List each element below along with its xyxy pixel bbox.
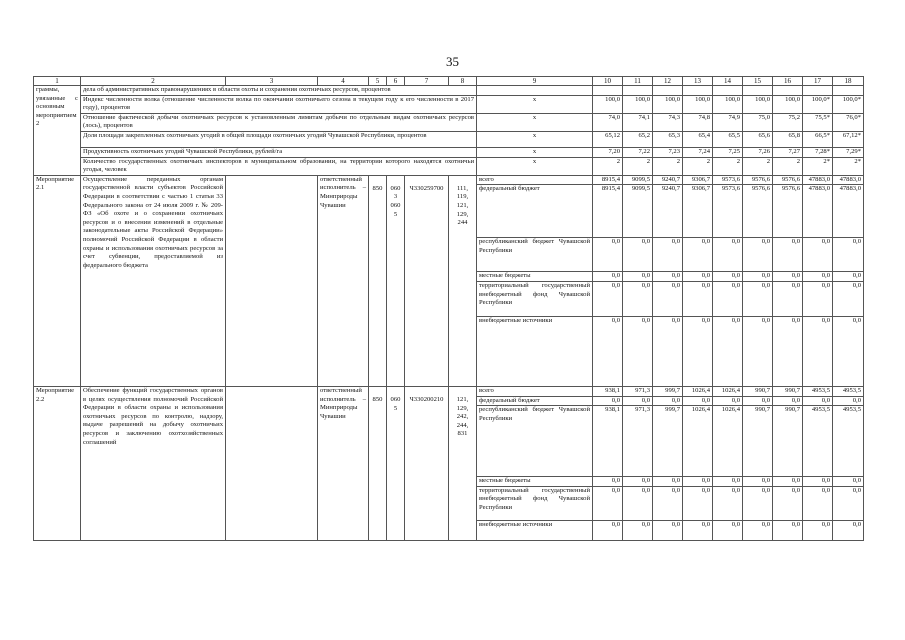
funding-value: 47883,0 — [803, 175, 833, 185]
indicator-value: 100,0* — [833, 95, 864, 113]
column-number: 15 — [743, 77, 773, 86]
indicator-value: 67,12* — [833, 131, 864, 147]
funding-value: 0,0 — [833, 477, 864, 487]
funding-value: 0,0 — [833, 316, 864, 386]
indicator-text: Количество государственных охотничьих инспекторов в муниципальном образовании, на территории которого находятся охотничьи угодья, человек — [81, 157, 477, 175]
indicator-value: 7,23 — [653, 147, 683, 157]
program-table — [33, 76, 864, 541]
indicator-unit: х — [477, 131, 593, 147]
indicator-value: 100,0 — [683, 95, 713, 113]
indicator-value — [683, 86, 713, 96]
funding-value: 0,0 — [713, 520, 743, 540]
funding-source: федеральный бюджет — [477, 185, 593, 238]
indicator-value: 76,0* — [833, 113, 864, 131]
indicator-value: 75,5* — [803, 113, 833, 131]
code-grbs: 850 — [369, 185, 387, 387]
indicator-value: 7,20 — [593, 147, 623, 157]
empty-cell — [226, 386, 318, 540]
indicator-value: 7,24 — [683, 147, 713, 157]
indicator-value — [803, 86, 833, 96]
funding-value: 0,0 — [743, 316, 773, 386]
indicator-value: 100,0 — [593, 95, 623, 113]
column-number: 8 — [449, 77, 477, 86]
indicator-value: 2 — [593, 157, 623, 175]
funding-value: 0,0 — [833, 272, 864, 282]
funding-value: 8915,4 — [593, 175, 623, 185]
code-empty — [449, 175, 477, 185]
indicator-value — [833, 86, 864, 96]
funding-value: 0,0 — [653, 316, 683, 386]
indicator-value: 65,12 — [593, 131, 623, 147]
indicator-value: 65,8 — [773, 131, 803, 147]
table-body — [34, 77, 864, 541]
indicator-value: 65,4 — [683, 131, 713, 147]
funding-value: 0,0 — [833, 486, 864, 520]
funding-source: территориальный государственный внебюджетный фонд Чувашской Республики — [477, 281, 593, 316]
funding-value: 0,0 — [743, 238, 773, 272]
funding-value: 0,0 — [653, 396, 683, 406]
funding-value: 0,0 — [713, 281, 743, 316]
measure-description: Обеспечение функций государственных органов в целях осуществления полномочий Российской Федерации в области охраны и использования охотничьих ресурсов по контролю, надзору, выдаче разрешений на добычу охотничьих ресурсов и заключению охотхозяйственных соглашений — [81, 386, 226, 540]
funding-value: 0,0 — [683, 272, 713, 282]
funding-value: 0,0 — [803, 477, 833, 487]
indicator-value: 7,29* — [833, 147, 864, 157]
funding-value: 990,7 — [743, 406, 773, 477]
funding-value: 4953,5 — [803, 406, 833, 477]
indicator-value: 2 — [683, 157, 713, 175]
funding-value: 0,0 — [623, 486, 653, 520]
funding-source: внебюджетные источники — [477, 520, 593, 540]
column-number: 10 — [593, 77, 623, 86]
code-target: Ч330259700 — [405, 185, 449, 387]
indicator-row — [34, 147, 864, 157]
funding-value: 0,0 — [653, 486, 683, 520]
funding-value: 0,0 — [743, 272, 773, 282]
indicator-text: Отношение фактической добычи охотничьих ресурсов к установленным лимитам добычи по отдельным видам охотничьих ресурсов (лось), процентов — [81, 113, 477, 131]
indicator-value: 7,27 — [773, 147, 803, 157]
responsible-executor: ответственный исполнитель – Минприроды Чувашии — [318, 386, 369, 540]
funding-value: 0,0 — [653, 477, 683, 487]
code-section: 0603 0605 — [387, 185, 405, 387]
funding-value: 0,0 — [713, 477, 743, 487]
funding-value: 0,0 — [683, 396, 713, 406]
funding-value: 9240,7 — [653, 175, 683, 185]
funding-value: 0,0 — [623, 477, 653, 487]
funding-value: 1026,4 — [713, 386, 743, 396]
funding-value: 9240,7 — [653, 185, 683, 238]
column-number: 12 — [653, 77, 683, 86]
funding-value: 0,0 — [593, 486, 623, 520]
funding-value: 0,0 — [773, 477, 803, 487]
funding-source: местные бюджеты — [477, 272, 593, 282]
funding-value: 990,7 — [773, 386, 803, 396]
indicator-text: Индекс численности волка (отношение численности волка по окончании охотничьего сезона в текущем году к его численности в 2017 году), процентов — [81, 95, 477, 113]
indicator-value: 2 — [743, 157, 773, 175]
funding-value: 0,0 — [833, 396, 864, 406]
code-empty — [369, 386, 387, 396]
funding-value: 0,0 — [833, 520, 864, 540]
indicator-value: 65,5 — [713, 131, 743, 147]
funding-value: 0,0 — [803, 520, 833, 540]
indicator-value: 2* — [833, 157, 864, 175]
funding-source: республиканский бюджет Чувашской Республики — [477, 238, 593, 272]
funding-source: местные бюджеты — [477, 477, 593, 487]
indicator-value: 65,6 — [743, 131, 773, 147]
column-number: 2 — [81, 77, 226, 86]
funding-value: 990,7 — [773, 406, 803, 477]
funding-value: 0,0 — [713, 486, 743, 520]
indicator-value: 74,1 — [623, 113, 653, 131]
funding-value: 0,0 — [773, 396, 803, 406]
column-number: 3 — [226, 77, 318, 86]
code-empty — [369, 175, 387, 185]
indicator-row — [34, 95, 864, 113]
funding-value: 0,0 — [683, 477, 713, 487]
funding-value: 0,0 — [803, 486, 833, 520]
column-number: 17 — [803, 77, 833, 86]
funding-value: 0,0 — [623, 520, 653, 540]
column-number: 4 — [318, 77, 369, 86]
funding-value: 0,0 — [593, 316, 623, 386]
funding-value: 0,0 — [683, 238, 713, 272]
funding-value: 0,0 — [683, 316, 713, 386]
column-number: 1 — [34, 77, 81, 86]
funding-value: 999,7 — [653, 386, 683, 396]
indicator-unit — [477, 86, 593, 96]
funding-value: 0,0 — [833, 281, 864, 316]
funding-value: 0,0 — [743, 281, 773, 316]
column-number: 5 — [369, 77, 387, 86]
funding-value: 0,0 — [833, 238, 864, 272]
indicator-value — [653, 86, 683, 96]
funding-value: 0,0 — [683, 281, 713, 316]
funding-value: 47883,0 — [803, 185, 833, 238]
funding-value: 0,0 — [773, 520, 803, 540]
indicator-value: 100,0 — [653, 95, 683, 113]
code-empty — [405, 175, 449, 185]
funding-value: 1026,4 — [683, 386, 713, 396]
funding-value: 0,0 — [743, 396, 773, 406]
indicator-value: 75,0 — [743, 113, 773, 131]
funding-value: 4953,5 — [833, 386, 864, 396]
funding-value: 0,0 — [623, 238, 653, 272]
indicator-value: 2* — [803, 157, 833, 175]
funding-source: территориальный государственный внебюджетный фонд Чувашской Республики — [477, 486, 593, 520]
column-number: 13 — [683, 77, 713, 86]
funding-value: 1026,4 — [683, 406, 713, 477]
indicator-text: Доля площади закрепленных охотничьих угодий в общей площади охотничьих угодий Чувашской Республики, процентов — [81, 131, 477, 147]
funding-value: 9573,6 — [713, 185, 743, 238]
indicator-value: 65,3 — [653, 131, 683, 147]
funding-value: 9576,6 — [773, 185, 803, 238]
funding-value: 4953,5 — [833, 406, 864, 477]
column-number: 7 — [405, 77, 449, 86]
funding-value: 9576,6 — [743, 175, 773, 185]
indicator-row — [34, 157, 864, 175]
funding-value: 9576,6 — [743, 185, 773, 238]
funding-source: внебюджетные источники — [477, 316, 593, 386]
funding-value: 47883,0 — [833, 185, 864, 238]
funding-value: 0,0 — [623, 316, 653, 386]
funding-value: 0,0 — [773, 486, 803, 520]
funding-source: всего — [477, 175, 593, 185]
funding-value: 0,0 — [803, 272, 833, 282]
indicator-value: 74,8 — [683, 113, 713, 131]
funding-source: федеральный бюджет — [477, 396, 593, 406]
indicator-value: 100,0* — [803, 95, 833, 113]
column-number: 16 — [773, 77, 803, 86]
indicator-value: 100,0 — [623, 95, 653, 113]
funding-value: 0,0 — [713, 238, 743, 272]
column-number: 9 — [477, 77, 593, 86]
indicator-row — [34, 86, 864, 96]
funding-value: 0,0 — [653, 272, 683, 282]
indicator-value: 2 — [713, 157, 743, 175]
indicator-unit: х — [477, 113, 593, 131]
indicator-value: 2 — [773, 157, 803, 175]
indicator-value — [713, 86, 743, 96]
indicator-value: 7,22 — [623, 147, 653, 157]
indicator-value: 7,28* — [803, 147, 833, 157]
funding-value: 0,0 — [593, 477, 623, 487]
code-grbs: 850 — [369, 396, 387, 540]
funding-value: 938,1 — [593, 406, 623, 477]
indicator-text: дела об административных правонарушениях в области охоты и сохранения охотничьих ресурсов, процентов — [81, 86, 477, 96]
funding-value: 47883,0 — [833, 175, 864, 185]
indicator-unit: х — [477, 157, 593, 175]
code-empty — [405, 386, 449, 396]
funding-value: 0,0 — [743, 477, 773, 487]
funding-value: 0,0 — [593, 238, 623, 272]
funding-value: 0,0 — [773, 281, 803, 316]
funding-value: 9099,5 — [623, 175, 653, 185]
header-row — [34, 77, 864, 86]
column-number: 6 — [387, 77, 405, 86]
indicator-value: 66,5* — [803, 131, 833, 147]
funding-source: всего — [477, 386, 593, 396]
funding-value: 999,7 — [653, 406, 683, 477]
indicator-value: 74,9 — [713, 113, 743, 131]
measure-name: Мероприятие 2.2 — [34, 386, 81, 540]
funding-value: 0,0 — [623, 396, 653, 406]
indicator-unit: х — [477, 95, 593, 113]
indicator-value: 75,2 — [773, 113, 803, 131]
funding-value: 9306,7 — [683, 185, 713, 238]
funding-value: 0,0 — [593, 520, 623, 540]
funding-value: 971,3 — [623, 406, 653, 477]
page-number: 35 — [446, 54, 459, 69]
column-number: 18 — [833, 77, 864, 86]
funding-value: 0,0 — [653, 520, 683, 540]
funding-value: 0,0 — [683, 520, 713, 540]
code-empty — [387, 386, 405, 396]
funding-value: 0,0 — [713, 272, 743, 282]
funding-value: 1026,4 — [713, 406, 743, 477]
indicator-text: Продуктивность охотничьих угодий Чувашской Республики, рублей/га — [81, 147, 477, 157]
funding-value: 0,0 — [653, 238, 683, 272]
funding-value: 0,0 — [713, 316, 743, 386]
funding-value: 971,3 — [623, 386, 653, 396]
funding-value: 0,0 — [593, 396, 623, 406]
funding-value: 0,0 — [593, 281, 623, 316]
empty-cell — [226, 175, 318, 386]
funding-row — [34, 386, 864, 396]
funding-value: 4953,5 — [803, 386, 833, 396]
indicator-value: 100,0 — [713, 95, 743, 113]
code-expense-type: 121, 129, 242, 244, 831 — [449, 396, 477, 540]
funding-row — [34, 175, 864, 185]
funding-value: 0,0 — [803, 396, 833, 406]
indicator-row — [34, 113, 864, 131]
funding-value: 0,0 — [743, 486, 773, 520]
measure-name: Мероприятие 2.1 — [34, 175, 81, 386]
funding-value: 9306,7 — [683, 175, 713, 185]
funding-value: 0,0 — [623, 272, 653, 282]
funding-value: 0,0 — [623, 281, 653, 316]
indicator-value: 7,26 — [743, 147, 773, 157]
responsible-executor: ответственный исполнитель – Минприроды Чувашии — [318, 175, 369, 386]
indicator-value — [593, 86, 623, 96]
funding-value: 938,1 — [593, 386, 623, 396]
indicator-unit: х — [477, 147, 593, 157]
funding-value: 0,0 — [803, 238, 833, 272]
code-section: 0605 — [387, 396, 405, 540]
code-empty — [449, 386, 477, 396]
measure-description: Осуществление переданных органам государственной власти субъектов Российской Федерации в соответствии с частью 1 статьи 33 Федерального закона от 24 июля 2009 г. № 209-ФЗ «Об охоте и о сохранении охотничьих ресурсов и о внесении изменений в отдельные законодательные акты Российской Федерации» полномочий Российской Федерации в области охраны и использования охотничьих ресурсов за счет субвенции, предоставляемой из федерального бюджета — [81, 175, 226, 386]
column-number: 14 — [713, 77, 743, 86]
funding-value: 0,0 — [743, 520, 773, 540]
indicator-value — [623, 86, 653, 96]
funding-value: 0,0 — [593, 272, 623, 282]
indicator-value — [743, 86, 773, 96]
funding-value: 9573,6 — [713, 175, 743, 185]
funding-value: 9099,5 — [623, 185, 653, 238]
funding-source: республиканский бюджет Чувашской Республики — [477, 406, 593, 477]
indicator-row — [34, 131, 864, 147]
indicator-value: 65,2 — [623, 131, 653, 147]
funding-value: 0,0 — [773, 316, 803, 386]
funding-value: 0,0 — [683, 486, 713, 520]
code-empty — [387, 175, 405, 185]
indicator-value: 100,0 — [743, 95, 773, 113]
indicator-value: 2 — [653, 157, 683, 175]
indicator-value: 100,0 — [773, 95, 803, 113]
indicator-value: 2 — [623, 157, 653, 175]
code-expense-type: 111, 119, 121, 129, 244 — [449, 185, 477, 387]
funding-value: 9576,6 — [773, 175, 803, 185]
funding-value: 0,0 — [653, 281, 683, 316]
funding-value: 8915,4 — [593, 185, 623, 238]
funding-value: 990,7 — [743, 386, 773, 396]
code-target: Ч330200210 — [405, 396, 449, 540]
funding-value: 0,0 — [803, 281, 833, 316]
indicator-label: граммы, увязанные с основным мероприятием 2 — [34, 86, 81, 176]
funding-value: 0,0 — [803, 316, 833, 386]
indicator-value: 74,0 — [593, 113, 623, 131]
funding-value: 0,0 — [713, 396, 743, 406]
indicator-value: 7,25 — [713, 147, 743, 157]
indicator-value: 74,3 — [653, 113, 683, 131]
column-number: 11 — [623, 77, 653, 86]
funding-value: 0,0 — [773, 238, 803, 272]
funding-value: 0,0 — [773, 272, 803, 282]
indicator-value — [773, 86, 803, 96]
